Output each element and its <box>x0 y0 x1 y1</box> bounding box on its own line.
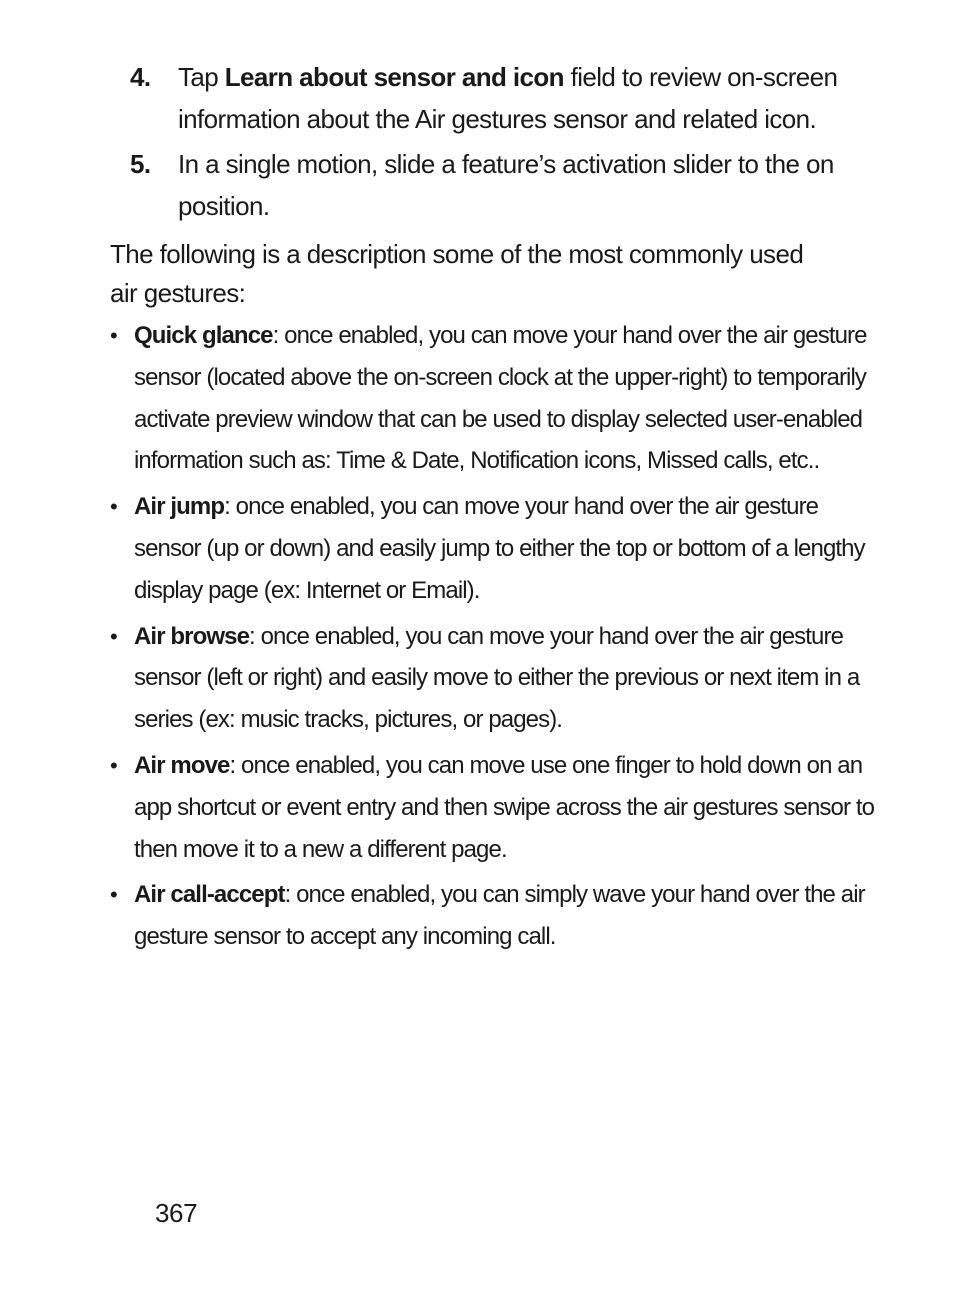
intro-paragraph: The following is a description some of the most commonly used air gestures: <box>110 239 804 308</box>
step-number: 4. <box>130 62 151 92</box>
step-item <box>128 56 898 140</box>
gesture-description: : once enabled, you can move your hand over the air gesture sensor (up or down) and easily jump to either the top or bottom of a lengthy display page (ex: Internet or Email). <box>134 493 865 604</box>
gesture-item-air-jump <box>110 486 885 611</box>
gesture-term: Quick glance <box>134 322 273 349</box>
gesture-item-air-browse <box>110 616 885 741</box>
bullet-marker: • <box>110 752 117 778</box>
step-bold-term: Learn about sensor and icon <box>224 62 564 92</box>
gesture-description: : once enabled, you can move your hand over the air gesture sensor (located above the on-screen clock at the upper-right) to temporarily activate preview window that can be used to display selected user-enabled information such as: Time & Date, Notification icons, Missed calls, etc.. <box>134 322 867 475</box>
gesture-term: Air jump <box>134 493 225 521</box>
bullet-marker: • <box>110 623 117 649</box>
page-number: 367 <box>155 1198 198 1228</box>
gesture-term: Air call-accept <box>134 881 285 909</box>
step-number: 5. <box>130 149 151 179</box>
step-text: field to review on-screen information about the Air gestures sensor and related icon. <box>178 62 838 134</box>
gesture-description: : once enabled, you can simply wave your hand over the air gesture sensor to accept any incoming call. <box>134 881 865 951</box>
bullet-marker: • <box>110 882 117 908</box>
step-prefix: Tap <box>178 62 225 92</box>
step-item <box>128 143 898 227</box>
gesture-item-air-call-accept <box>110 874 885 958</box>
gesture-term: Air browse <box>134 622 250 650</box>
gesture-item-air-move <box>110 745 885 870</box>
gesture-description: : once enabled, you can move use one finger to hold down on an app shortcut or event entry and then swipe across the air gestures sensor to then move it to a new a different page. <box>134 751 875 863</box>
gestures-list <box>110 315 885 962</box>
bullet-marker: • <box>110 494 117 520</box>
step-text: In a single motion, slide a feature’s activation slider to the on position. <box>178 149 834 221</box>
steps-list <box>128 56 898 230</box>
gesture-item-quick-glance <box>110 315 885 482</box>
gesture-term: Air move <box>134 751 230 779</box>
bullet-marker: • <box>110 323 117 348</box>
gesture-description: : once enabled, you can move your hand over the air gesture sensor (left or right) and easily move to either the previous or next item in a series (ex: music tracks, pictures, or pages). <box>134 622 860 734</box>
